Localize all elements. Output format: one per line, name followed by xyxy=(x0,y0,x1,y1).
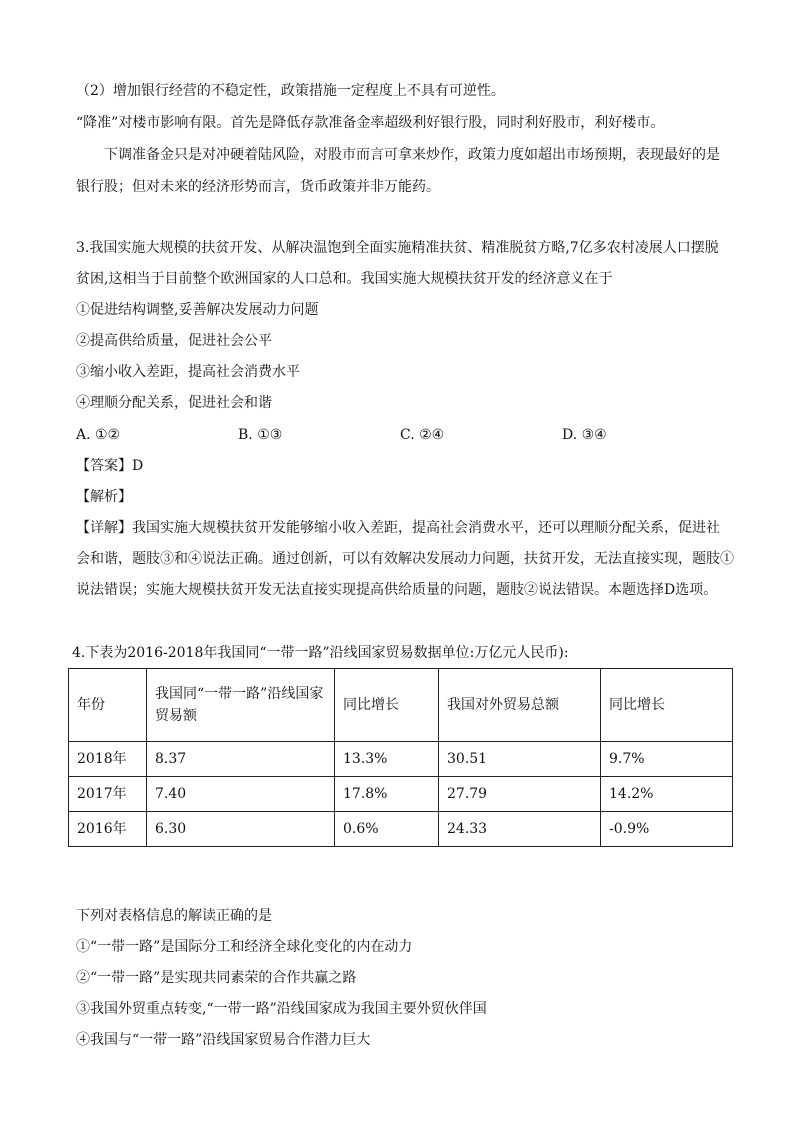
header-yoy-growth: 同比增长 xyxy=(335,669,439,742)
q3-analysis-label: 【解析】 xyxy=(76,489,132,505)
q3-item-2: ②提高供给质量，促进社会公平 xyxy=(76,333,272,349)
q3-detail-line: 会和谐，题肢③和④说法正确。通过创新，可以有效解决发展动力问题，扶贫开发，无法直接实现，题肢① xyxy=(76,551,734,567)
q4-stem: 4.下表为2016-2018年我国同“一带一路”沿线国家贸易数据单位:万亿元人民币): xyxy=(72,645,569,661)
table-cell: -0.9% xyxy=(601,812,733,847)
table-row xyxy=(69,812,733,847)
header-year: 年份 xyxy=(69,669,147,742)
trade-data-table xyxy=(68,668,733,847)
table-cell: 0.6% xyxy=(335,812,439,847)
q3-item-4: ④理顺分配关系，促进社会和谐 xyxy=(76,395,272,411)
q3-item-3: ③缩小收入差距，提高社会消费水平 xyxy=(76,364,300,380)
q3-choice-b: B. ①③ xyxy=(238,427,283,443)
prev-paragraph-line: “降准”对楼市影响有限。首先是降低存款准备金率超级利好银行股，同时利好股市，利好楼市。 xyxy=(76,115,665,131)
header-total-trade: 我国对外贸易总额 xyxy=(439,669,601,742)
q4-prompt: 下列对表格信息的解读正确的是 xyxy=(76,908,272,924)
q4-item-2: ②“一带一路”是实现共同素荣的合作共赢之路 xyxy=(76,970,357,986)
table-cell: 2018年 xyxy=(69,742,147,777)
table-cell: 24.33 xyxy=(439,812,601,847)
table-cell: 14.2% xyxy=(601,777,733,812)
q3-stem-line: 贫困,这相当于目前整个欧洲国家的人口总和。我国实施大规模扶贫开发的经济意义在于 xyxy=(76,271,613,287)
q4-item-3: ③我国外贸重点转变,“一带一路”沿线国家成为我国主要外贸伙伴国 xyxy=(76,1001,487,1017)
table-cell: 30.51 xyxy=(439,742,601,777)
q3-detail-line: 【详解】我国实施大规模扶贫开发能够缩小收入差距，提高社会消费水平，还可以理顺分配关系，促进社 xyxy=(76,520,720,536)
q4-item-4: ④我国与“一带一路”沿线国家贸易合作潜力巨大 xyxy=(76,1032,371,1048)
header-yoy-growth: 同比增长 xyxy=(601,669,733,742)
table-cell: 8.37 xyxy=(147,742,335,777)
prev-paragraph-line: 下调准备金只是对冲硬着陆风险，对股市而言可拿来炒作，政策力度如超出市场预期，表现最好的是 xyxy=(104,147,720,163)
table-cell: 7.40 xyxy=(147,777,335,812)
q3-detail-line: 说法错误；实施大规模扶贫开发无法直接实现提高供给质量的问题，题肢②说法错误。本题选择D选项。 xyxy=(76,582,718,598)
table-cell: 2016年 xyxy=(69,812,147,847)
q3-choice-d: D. ③④ xyxy=(562,427,607,443)
q3-choice-a: A. ①② xyxy=(76,427,121,443)
prev-point-2: （2）增加银行经营的不稳定性，政策措施一定程度上不具有可逆性。 xyxy=(76,83,505,99)
table-cell: 6.30 xyxy=(147,812,335,847)
q3-item-1: ①促进结构调整,妥善解决发展动力问题 xyxy=(76,302,319,318)
table-cell: 17.8% xyxy=(335,777,439,812)
table-cell: 9.7% xyxy=(601,742,733,777)
table-cell: 2017年 xyxy=(69,777,147,812)
q3-choice-c: C. ②④ xyxy=(400,427,445,443)
table-cell: 13.3% xyxy=(335,742,439,777)
table-row xyxy=(69,742,733,777)
table-row xyxy=(69,777,733,812)
header-belt-road-trade: 我国同“一带一路”沿线国家贸易额 xyxy=(147,669,335,742)
q4-item-1: ①“一带一路”是国际分工和经济全球化变化的内在动力 xyxy=(76,939,413,955)
prev-paragraph-line: 银行股；但对未来的经济形势而言，货币政策并非万能药。 xyxy=(76,179,440,195)
table-cell: 27.79 xyxy=(439,777,601,812)
table-header-row xyxy=(69,669,733,742)
q3-answer: 【答案】D xyxy=(76,458,144,474)
q3-stem-line: 3.我国实施大规模的扶贫开发、从解决温饱到全面实施精准扶贫、精准脱贫方略,7亿多农村凌展人口摆脱 xyxy=(76,240,719,256)
